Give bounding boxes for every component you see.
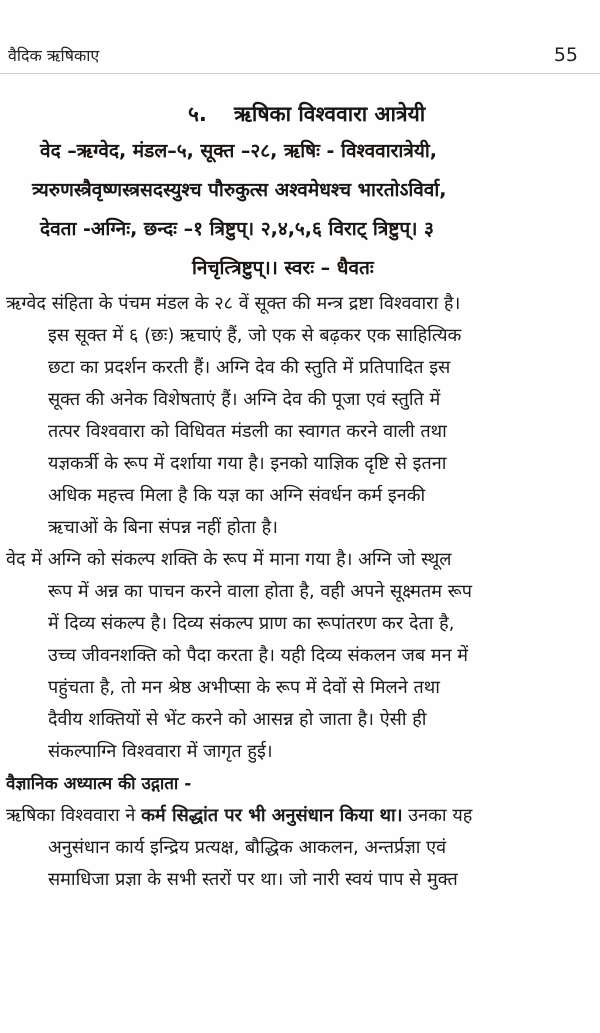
paragraph-line: अनुसंधान कार्य इन्द्रिय प्रत्यक्ष, बौद्धिक आकलन, अन्तर्प्रज्ञा एवं: [48, 837, 447, 858]
chapter-title: [0, 96, 600, 132]
meta-line-devata: देवता -अग्निः, छन्दः –१ त्रिष्टुप्। २,४,५,६ विराट् त्रिष्टुप्। ३: [40, 218, 434, 240]
paragraph-line: दैवीय शक्तियों से भेंट करने को आसन्न हो जाता है। ऐसी ही: [48, 709, 427, 730]
meta-line-svara: निचृत्त्रिष्टुप्।। स्वरः – धैवतः: [192, 257, 374, 279]
paragraph-line: वेद में अग्नि को संकल्प शक्ति के रूप में माना गया है। अग्नि जो स्थूल: [6, 549, 452, 570]
paragraph-line: संकल्पाग्नि विश्ववारा में जागृत हुई।: [48, 741, 273, 762]
paragraph-agni: [0, 544, 600, 768]
chapter-number: ५.: [188, 102, 207, 126]
paragraph-line: यज्ञकर्त्री के रूप में दर्शाया गया है। इनको याज्ञिक दृष्टि से इतना: [48, 453, 447, 474]
paragraph-line: ऋचाओं के बिना संपन्न नहीं होता है।: [48, 517, 278, 538]
bold-phrase: कर्म सिद्धांत पर भी अनुसंधान किया था।: [141, 805, 403, 826]
paragraph-line: तत्पर विश्ववारा को विधिवत मंडली का स्वागत करने वाली तथा: [48, 421, 447, 442]
header-rule: [0, 73, 600, 74]
paragraph-line: ऋग्वेद संहिता के पंचम मंडल के २८ वें सूक्त की मन्त्र द्रष्टा विश्ववारा है।: [6, 293, 461, 314]
paragraph-line: पहुंचता है, तो मन श्रेष्ठ अभीप्सा के रूप में देवों से मिलने तथा: [48, 677, 440, 698]
paragraph-line: [0, 800, 600, 832]
paragraph-line: उच्च जीवनशक्ति को पैदा करता है। यही दिव्य संकलन जब मन में: [48, 645, 469, 666]
running-head: वैदिक ऋषिकाए: [8, 46, 100, 65]
section-subheading: वैज्ञानिक अध्यात्म की उद्गाता -: [6, 774, 192, 794]
paragraph-line: में दिव्य संकल्प है। दिव्य संकल्प प्राण का रूपांतरण कर देता है,: [48, 613, 455, 634]
paragraph-line: अधिक महत्त्व मिला है कि यज्ञ का अग्नि संवर्धन कर्म इनकी: [48, 485, 426, 506]
line-text: ऋषिका विश्ववारा ने: [6, 805, 142, 826]
paragraph-line: समाधिजा प्रज्ञा के सभी स्तरों पर था। जो नारी स्वयं पाप से मुक्त: [48, 869, 458, 890]
meta-line-rishi: त्र्यरुणस्त्रैवृष्णस्त्रसदस्युश्च पौरुकुत्स अश्वमेधश्च भारतोऽविर्वा,: [32, 179, 447, 201]
paragraph-line: इस सूक्त में ६ (छः) ऋचाएं हैं, जो एक से बढ़कर एक साहित्यिक: [48, 325, 462, 346]
paragraph-intro: [0, 288, 600, 544]
line-text: उनका यह: [402, 805, 473, 826]
paragraph-line: छटा का प्रदर्शन करती हैं। अग्नि देव की स्तुति में प्रतिपादित इस: [48, 357, 451, 378]
chapter-title-text: ऋषिका विश्ववारा आत्रेयी: [234, 102, 426, 126]
page-content: [0, 96, 600, 896]
meta-line-veda: वेद –ऋग्वेद, मंडल–५, सूक्त –२८, ऋषिः - विश्ववारात्रेयी,: [40, 140, 437, 162]
paragraph-line: सूक्त की अनेक विशेषताएं हैं। अग्नि देव की पूजा एवं स्तुति में: [48, 389, 441, 410]
paragraph-line: रूप में अन्न का पाचन करने वाला होता है, वही अपने सूक्ष्मतम रूप: [48, 581, 472, 602]
page-number: 55: [553, 44, 578, 66]
paragraph-research: [0, 800, 600, 896]
chapter-meta: [0, 132, 600, 288]
